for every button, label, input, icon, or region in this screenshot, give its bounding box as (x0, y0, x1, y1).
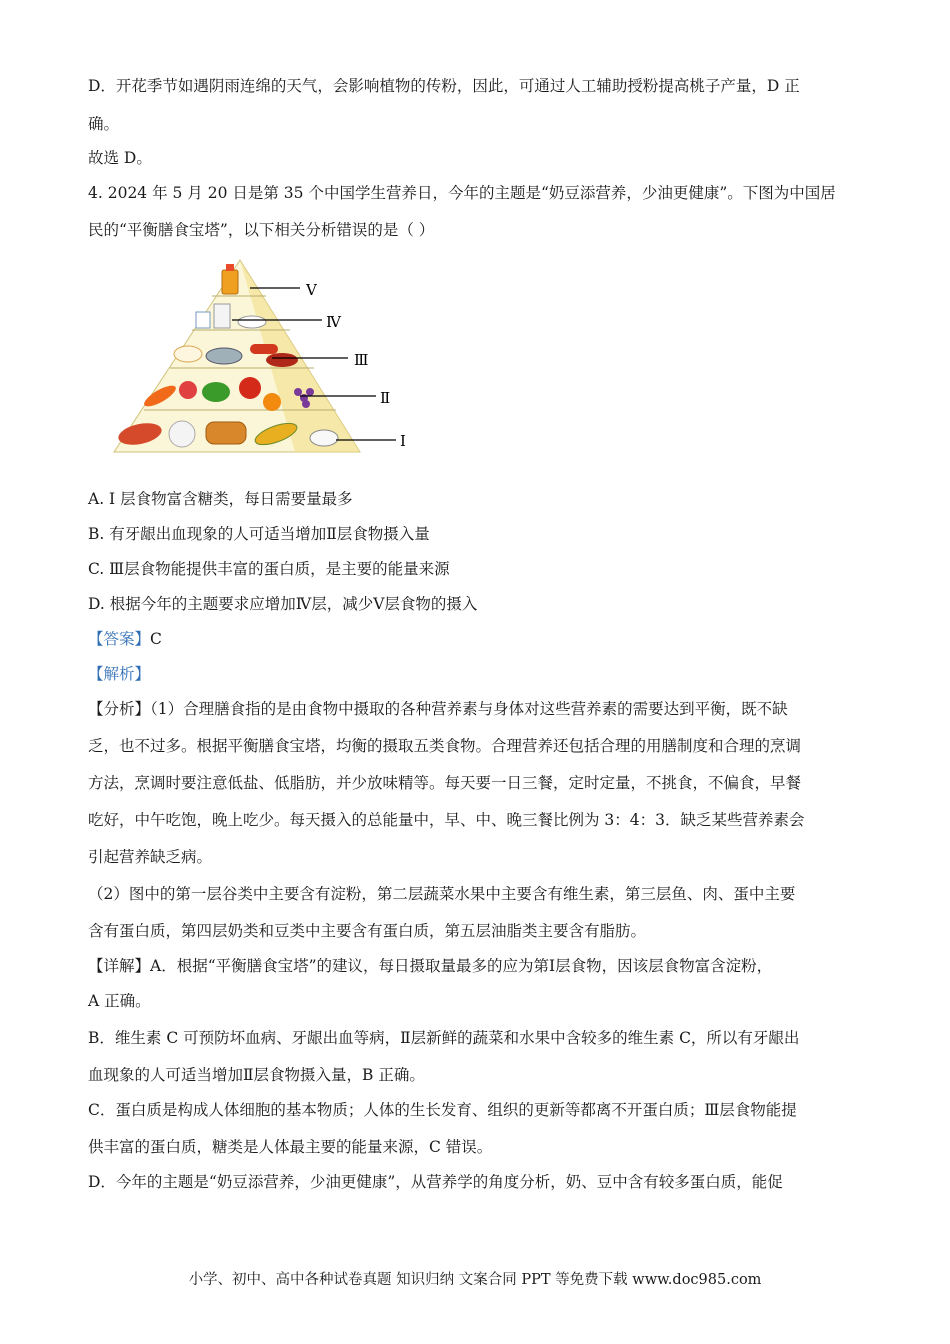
text-line: D．开花季节如遇阴雨连绵的天气，会影响植物的传粉，因此，可通过人工辅助授粉提高桃子产量，D 正 (88, 77, 800, 95)
detail-line: A 正确。 (88, 992, 151, 1010)
page-footer: 小学、初中、高中各种试卷真题 知识归纳 文案合同 PPT 等免费下载 www.doc985.com (188, 1272, 762, 1288)
analysis-line: 方法，烹调时要注意低盐、低脂肪，并少放味精等。每天要一日三餐，定时定量，不挑食，不偏食，早餐 (88, 774, 802, 792)
text-line: 故选 D。 (88, 149, 152, 167)
analysis-line: 引起营养缺乏病。 (88, 848, 213, 866)
option-b: B. 有牙龈出血现象的人可适当增加Ⅱ层食物摄入量 (88, 525, 430, 543)
question-line: 民的“平衡膳食宝塔”，以下相关分析错误的是（ ） (88, 221, 435, 239)
text-line: 确。 (88, 115, 120, 133)
analysis-line: 【分析】（1）合理膳食指的是由食物中摄取的各种营养素与身体对这些营养素的需要达到平衡，既不缺 (88, 700, 788, 718)
answer-tag: 【答案】 (88, 630, 151, 648)
layer-label-ii: Ⅱ (380, 389, 391, 407)
layer-label-iii: Ⅲ (354, 351, 369, 369)
detail-line: 【详解】A．根据“平衡膳食宝塔”的建议，每日摄取量最多的应为第Ⅰ层食物，因该层食物富含淀粉， (88, 957, 773, 975)
layer-label-i: Ⅰ (400, 432, 406, 450)
detail-line: C．蛋白质是构成人体细胞的基本物质；人体的生长发育、组织的更新等都离不开蛋白质；Ⅲ层食物能提 (88, 1101, 797, 1119)
analysis-line: 吃好，中午吃饱，晚上吃少。每天摄入的总能量中，早、中、晚三餐比例为 3：4：3．缺乏某些营养素会 (88, 811, 805, 829)
detail-line: 供丰富的蛋白质，糖类是人体最主要的能量来源，C 错误。 (88, 1138, 493, 1156)
detail-line: D．今年的主题是“奶豆添营养，少油更健康”，从营养学的角度分析，奶、豆中含有较多蛋白质，能促 (88, 1173, 783, 1191)
option-c: C. Ⅲ层食物能提供丰富的蛋白质，是主要的能量来源 (88, 560, 450, 578)
analysis-line: 含有蛋白质，第四层奶类和豆类中主要含有蛋白质，第五层油脂类主要含有脂肪。 (88, 922, 647, 940)
question-line: 4. 2024 年 5 月 20 日是第 35 个中国学生营养日，今年的主题是“奶豆添营养，少油更健康”。下图为中国居 (88, 184, 836, 202)
analysis-heading: 【解析】 (88, 665, 151, 683)
analysis-tag: 【分析】 (88, 700, 151, 718)
option-a: A. Ⅰ 层食物富含糖类，每日需要量最多 (88, 490, 353, 508)
detail-line: 血现象的人可适当增加Ⅱ层食物摄入量，B 正确。 (88, 1066, 425, 1084)
layer-label-iv: Ⅳ (326, 313, 341, 331)
analysis-line: 乏，也不过多。根据平衡膳食宝塔，均衡的摄取五类食物。合理营养还包括合理的用膳制度和合理的烹调 (88, 737, 802, 755)
detail-line: B．维生素 C 可预防坏血病、牙龈出血等病，Ⅱ层新鲜的蔬菜和水果中含较多的维生素 C，所以有牙龈出 (88, 1029, 800, 1047)
analysis-line: （2）图中的第一层谷类中主要含有淀粉，第二层蔬菜水果中主要含有维生素，第三层鱼、肉、蛋中主要 (88, 885, 796, 903)
answer-line (88, 628, 162, 650)
food-pyramid-figure (100, 252, 430, 464)
answer-value: C (150, 630, 162, 648)
layer-label-v: Ⅴ (306, 281, 317, 299)
option-d: D. 根据今年的主题要求应增加Ⅳ层，减少Ⅴ层食物的摄入 (88, 595, 478, 613)
detail-tag: 【详解】 (88, 957, 151, 975)
